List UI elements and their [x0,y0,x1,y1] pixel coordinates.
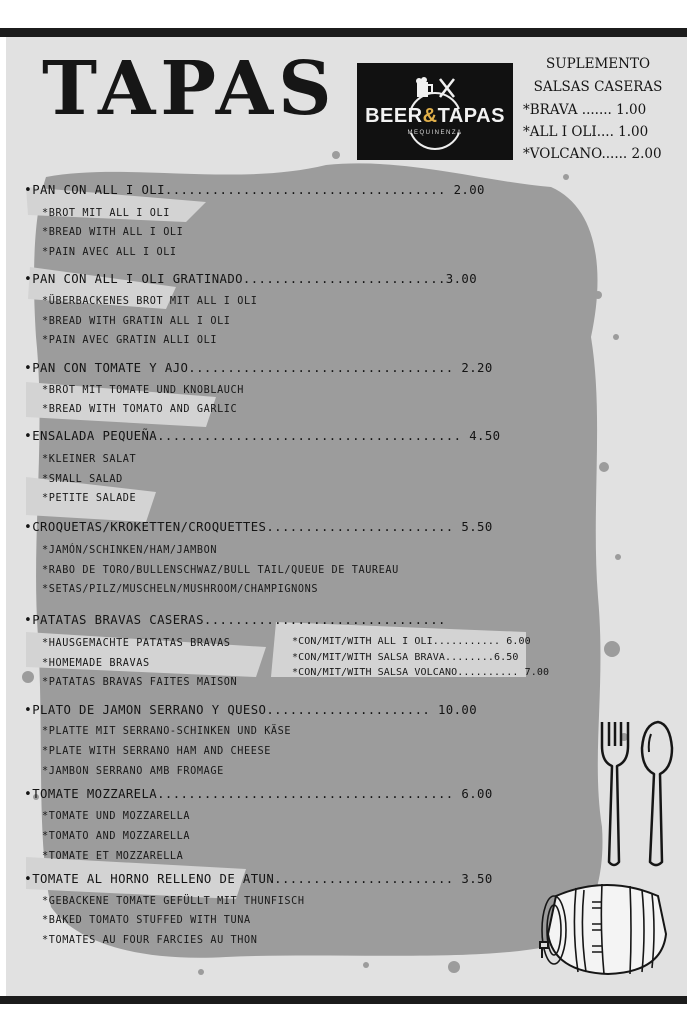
menu-item-translation: *BREAD WITH ALL I OLI [42,227,184,238]
menu-item-translation: *TOMATE UND MOZZARELLA [42,811,191,822]
menu-item-translation: *HAUSGEMACHTE PATATAS BRAVAS [42,638,231,649]
bravas-option: *CON/MIT/WITH SALSA VOLCANO.......... 7.00 [292,667,550,678]
menu-item-translation: *PLATE WITH SERRANO HAM AND CHEESE [42,746,271,757]
menu-item-translation: *GEBACKENE TOMATE GEFÜLLT MIT THUNFISCH [42,896,305,907]
menu-item-translation: *BREAD WITH GRATIN ALL I OLI [42,316,231,327]
menu-item: •CROQUETAS/KROKETTEN/CROQUETTES........................ 5.50 [24,520,493,535]
supplement-row: *VOLCANO...... 2.00 [523,146,662,162]
fork-spoon-icon [596,716,676,874]
menu-item-translation: *BAKED TOMATO STUFFED WITH TUNA [42,915,251,926]
menu-item-translation: *JAMÓN/SCHINKEN/HAM/JAMBON [42,545,218,556]
bullet-icon: • [24,361,33,376]
menu-item-translation: *PAIN AVEC GRATIN ALLI OLI [42,335,218,346]
bullet-icon: • [24,613,33,628]
bravas-option: *CON/MIT/WITH SALSA BRAVA........6.50 [292,652,519,663]
menu-item: •PAN CON TOMATE Y AJO.................................. 2.20 [24,361,493,376]
supplement-subheading: SALSAS CASERAS [533,79,663,95]
menu-item-translation: *SETAS/PILZ/MUSCHELN/MUSHROOM/CHAMPIGNONS [42,584,319,595]
menu-item: •TOMATE MOZZARELA...................................... 6.00 [24,787,493,802]
bullet-icon: • [24,520,33,535]
menu-item-translation: *BROT MIT TOMATE UND KNOBLAUCH [42,385,245,396]
menu-item-translation: *TOMATES AU FOUR FARCIES AU THON [42,935,258,946]
menu-item-translation: *KLEINER SALAT [42,454,137,465]
bottom-border [0,996,687,1004]
menu-item-translation: *TOMATE ET MOZZARELLA [42,851,184,862]
menu-item-translation: *HOMEMADE BRAVAS [42,658,150,669]
logo-tagline: MEQUINENZA [407,130,463,136]
menu-item: •ENSALADA PEQUEÑA....................................... 4.50 [24,429,501,444]
menu-item: •PATATAS BRAVAS CASERAS............................... [24,613,446,628]
menu-item-translation: *BREAD WITH TOMATO AND GARLIC [42,404,238,415]
menu-item: •PLATO DE JAMON SERRANO Y QUESO..................... 10.00 [24,703,478,718]
supplement-row: *ALL I OLI.... 1.00 [523,124,649,140]
logo-brand: BEER&TAPAS [365,105,505,127]
menu-item-translation: *BROT MIT ALL I OLI [42,208,170,219]
menu-item-translation: *JAMBON SERRANO AMB FROMAGE [42,766,224,777]
bullet-icon: • [24,429,33,444]
menu-item-translation: *PATATAS BRAVAS FAITES MAISON [42,677,238,688]
supplement-heading: SUPLEMENTO [545,56,651,72]
menu-item-translation: *SMALL SALAD [42,474,123,485]
barrel-icon [532,876,682,978]
bullet-icon: • [24,703,33,718]
bullet-icon: • [24,872,33,887]
bullet-icon: • [24,787,33,802]
page-title: TAPAS [42,46,337,132]
bullet-icon: • [24,272,33,287]
supplement-row: *BRAVA ....... 1.00 [523,102,647,118]
menu-item-translation: *ÜBERBACKENES BROT MIT ALL I OLI [42,296,258,307]
menu-item: •PAN CON ALL I OLI GRATINADO..........................3.00 [24,272,478,287]
menu-item-translation: *RABO DE TORO/BULLENSCHWAZ/BULL TAIL/QUEUE DE TAUREAU [42,565,399,576]
top-border [0,28,687,37]
menu-item-translation: *PETITE SALADE [42,493,137,504]
beer-mug-icon [415,77,435,99]
menu-item-translation: *PLATTE MIT SERRANO-SCHINKEN UND KÄSE [42,726,292,737]
bullet-icon: • [24,183,33,198]
beer-and-tapas-logo [357,63,513,160]
menu-item-translation: *TOMATO AND MOZZARELLA [42,831,191,842]
bravas-option: *CON/MIT/WITH ALL I OLI........... 6.00 [292,636,531,647]
menu-item: •PAN CON ALL I OLI.................................... 2.00 [24,183,485,198]
menu-item: •TOMATE AL HORNO RELLENO DE ATUN....................... 3.50 [24,872,493,887]
menu-item-translation: *PAIN AVEC ALL I OLI [42,247,177,258]
fork-knife-icon [437,77,457,99]
sauce-supplement-box [523,53,687,165]
